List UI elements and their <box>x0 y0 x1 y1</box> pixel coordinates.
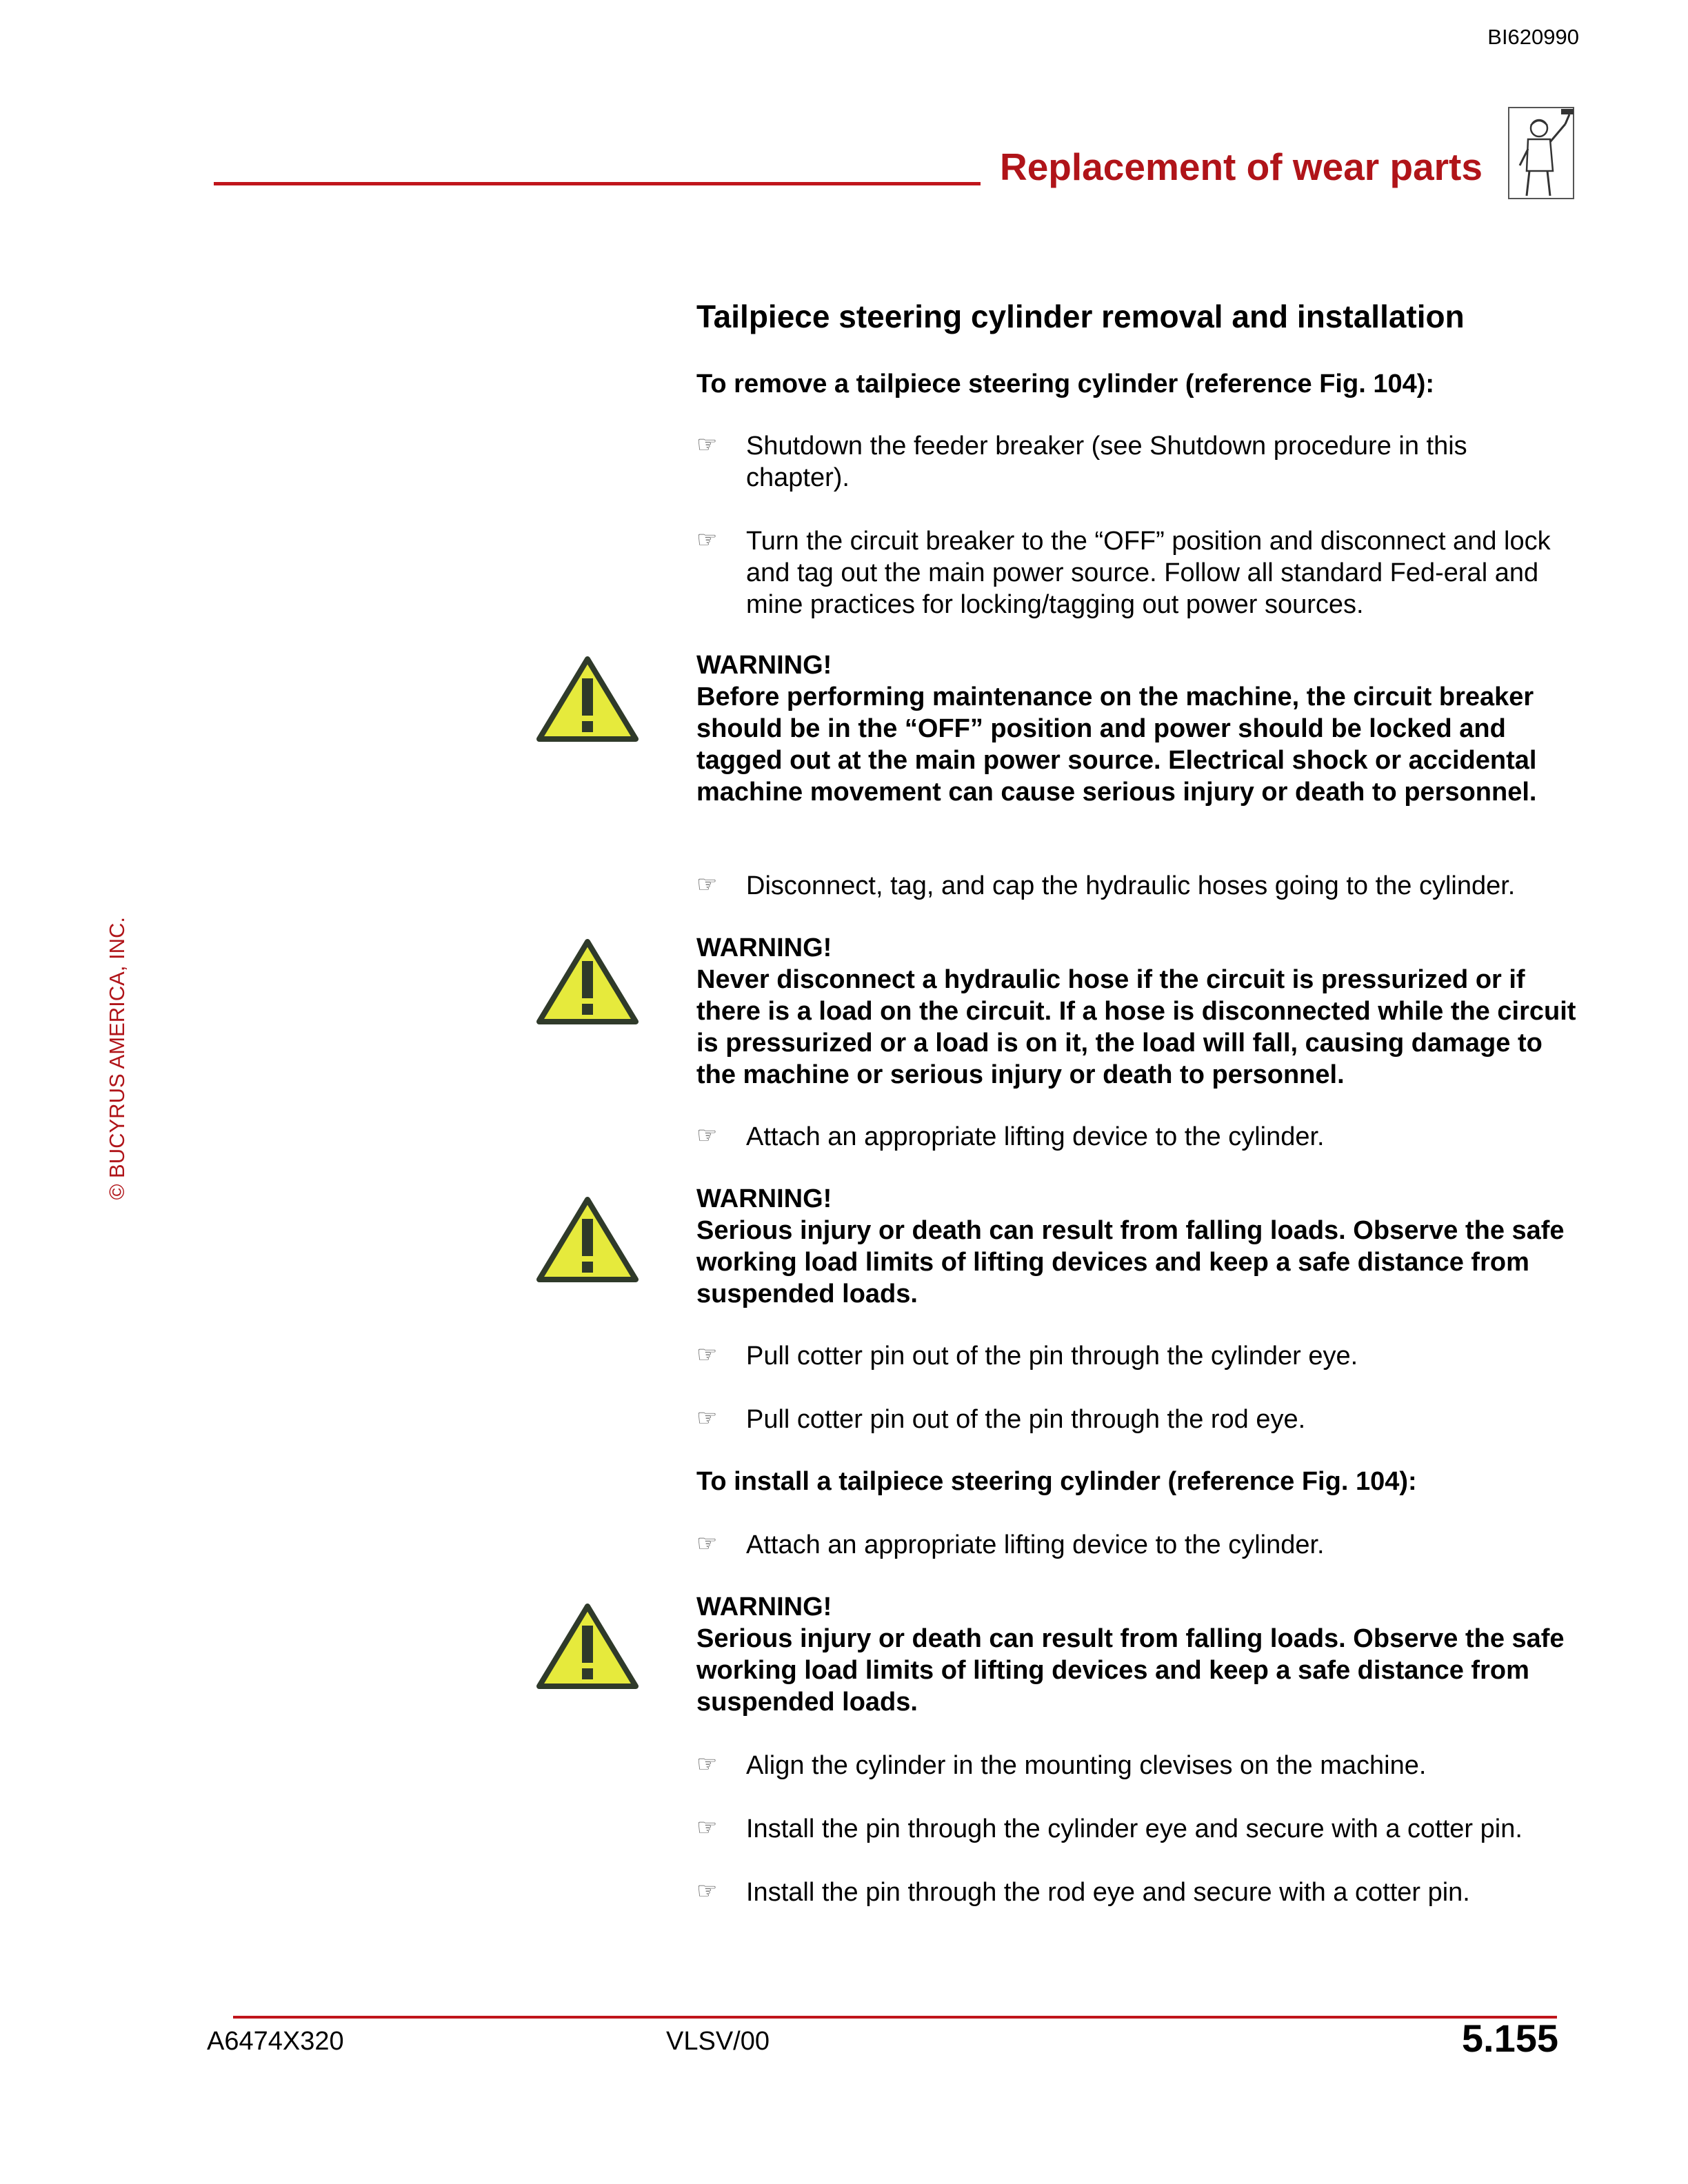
warning-title: WARNING! <box>696 1184 832 1213</box>
warning-block <box>696 1183 1586 1310</box>
subsection-title: Tailpiece steering cylinder removal and installation <box>696 299 1465 334</box>
warning-block <box>696 649 1586 808</box>
step-text: Attach an appropriate lifting device to the cylinder. <box>746 1122 1325 1151</box>
mechanic-icon <box>1507 105 1576 201</box>
step-text: Install the pin through the rod eye and secure with a cotter pin. <box>746 1878 1470 1907</box>
warning-triangle-icon <box>535 1602 640 1692</box>
pointing-hand-icon: ☞ <box>696 1751 718 1777</box>
warning-title: WARNING! <box>696 651 832 680</box>
pointing-hand-icon: ☞ <box>696 432 718 458</box>
footer-revision: VLSV/00 <box>666 2027 770 2056</box>
step-text: Pull cotter pin out of the pin through the cylinder eye. <box>746 1342 1358 1371</box>
step-text: Attach an appropriate lifting device to the cylinder. <box>746 1530 1325 1559</box>
warning-block <box>696 932 1586 1091</box>
pointing-hand-icon: ☞ <box>696 1814 718 1841</box>
step-text: Pull cotter pin out of the pin through the rod eye. <box>746 1405 1306 1434</box>
warning-text: Serious injury or death can result from falling loads. Observe the safe working load limits of lifting devices and keep a safe distance from suspended loads. <box>696 1624 1565 1717</box>
document-id: BI620990 <box>1487 25 1579 49</box>
warning-text: Serious injury or death can result from falling loads. Observe the safe working load limits of lifting devices and keep a safe distance from suspended loads. <box>696 1216 1565 1308</box>
warning-text: Before performing maintenance on the machine, the circuit breaker should be in the “OFF” position and power should be locked and tagged out at the main power source. Electrical shock or accidental machine movement can cause serious injury or death to personnel. <box>696 682 1537 807</box>
page-number: 5.155 <box>1461 2016 1558 2060</box>
pointing-hand-icon: ☞ <box>696 1342 718 1368</box>
header-rule <box>214 182 981 185</box>
warning-triangle-icon <box>535 1195 640 1285</box>
pointing-hand-icon: ☞ <box>696 1530 718 1557</box>
warning-title: WARNING! <box>696 933 832 962</box>
footer-rule <box>233 2016 1557 2019</box>
pointing-hand-icon: ☞ <box>696 1122 718 1149</box>
step-text: Install the pin through the cylinder eye and secure with a cotter pin. <box>746 1814 1523 1843</box>
warning-triangle-icon <box>535 938 640 1027</box>
step-text: Turn the circuit breaker to the “OFF” position and disconnect and lock and tag out the main power source. Follow all standard Fed-eral and mine practices for locking/tagging out power sources. <box>746 527 1551 619</box>
step-text: Shutdown the feeder breaker (see Shutdown procedure in this chapter). <box>746 432 1467 492</box>
warning-title: WARNING! <box>696 1593 832 1621</box>
step-text: Align the cylinder in the mounting clevises on the machine. <box>746 1751 1427 1780</box>
warning-text: Never disconnect a hydraulic hose if the circuit is pressurized or if there is a load on the circuit. If a hose is disconnected while the circuit is pressurized or a load is on it, the load will fall, causing damage to the machine or serious injury or death to personnel. <box>696 965 1576 1089</box>
pointing-hand-icon: ☞ <box>696 527 718 553</box>
footer-model-number: A6474X320 <box>207 2027 344 2056</box>
pointing-hand-icon: ☞ <box>696 1878 718 1904</box>
pointing-hand-icon: ☞ <box>696 1405 718 1431</box>
copyright-notice: © BUCYRUS AMERICA, INC. <box>105 917 129 1200</box>
warning-block <box>696 1591 1586 1718</box>
warning-triangle-icon <box>535 655 640 745</box>
pointing-hand-icon: ☞ <box>696 871 718 898</box>
install-procedure-heading: To install a tailpiece steering cylinder (reference Fig. 104): <box>696 1467 1417 1496</box>
step-text: Disconnect, tag, and cap the hydraulic hoses going to the cylinder. <box>746 871 1516 900</box>
section-title: Replacement of wear parts <box>1000 145 1483 188</box>
remove-procedure-heading: To remove a tailpiece steering cylinder (reference Fig. 104): <box>696 370 1435 398</box>
